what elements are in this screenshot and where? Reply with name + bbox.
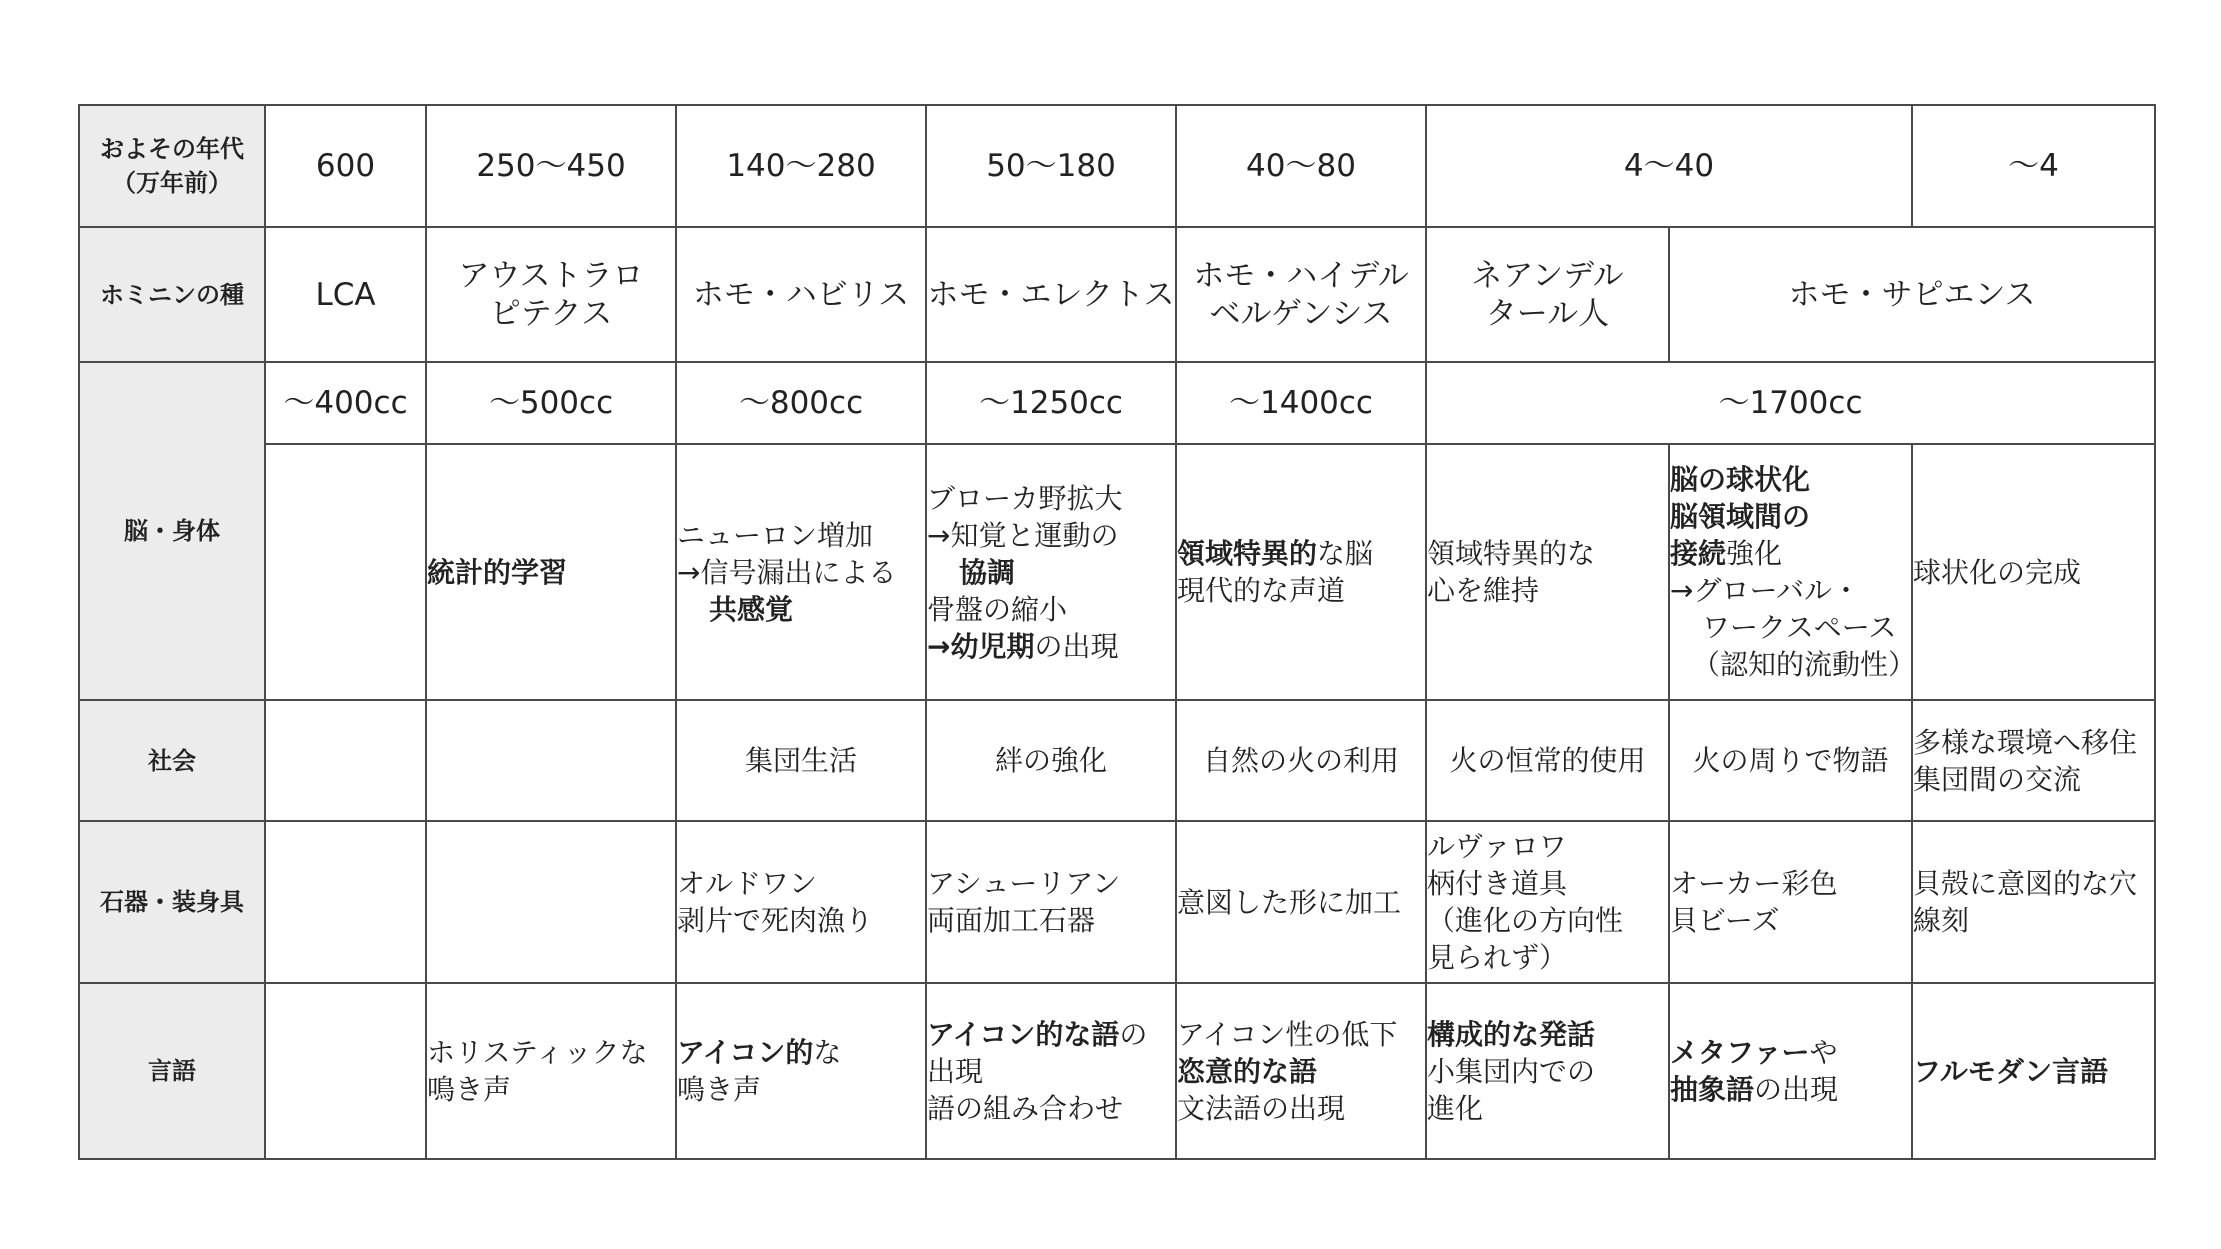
cc-austral: 〜500cc [426, 362, 676, 444]
species-heidel [1176, 227, 1426, 362]
brain-heidel-line1-rest: な脳 [1317, 537, 1374, 570]
language-sapiens1-line2 [1670, 1071, 1911, 1108]
species-erectus: ホモ・エレクトス [926, 227, 1176, 362]
tools-habilis-line1: オルドワン [677, 867, 818, 900]
language-heidel-line1: アイコン性の低下 [1177, 1017, 1398, 1051]
society-sapiens1: 火の周りで物語 [1669, 700, 1912, 821]
language-austral-line2: 鳴き声 [427, 1073, 512, 1106]
tools-erectus-line2: 両面加工石器 [927, 904, 1096, 937]
era-header-line2: （万年前） [112, 169, 232, 197]
language-erectus-line3: 語の組み合わせ [927, 1091, 1124, 1125]
species-austral-line2: ピテクス [489, 295, 613, 332]
tools-neander-line2: 柄付き道具 [1427, 867, 1568, 900]
brain-sapiens1 [1669, 444, 1917, 700]
species-heidel-line1: ホモ・ハイデル [1193, 257, 1409, 294]
language-heidel-line2 [1177, 1053, 1425, 1090]
language-erectus-line1-rest: の [1119, 1017, 1148, 1051]
language-heidel-line3: 文法語の出現 [1177, 1091, 1346, 1125]
language-habilis-line1 [677, 1034, 925, 1071]
society-header: 社会 [79, 700, 265, 821]
brain-row [79, 444, 2155, 700]
tools-heidel: 意図した形に加工 [1176, 821, 1426, 983]
species-sapiens: ホモ・サピエンス [1669, 227, 2155, 362]
society-lca [265, 700, 426, 821]
species-row [79, 227, 2155, 362]
brain-erectus-childhood: →幼児期 [927, 629, 1035, 663]
tools-neander-line3: （進化の方向性 [1427, 904, 1624, 937]
era-header [79, 105, 265, 227]
language-habilis [676, 983, 926, 1159]
brain-erectus-line5 [927, 628, 1175, 665]
tools-sapiens2 [1912, 821, 2155, 983]
era-header-line1: およその年代 [100, 135, 244, 163]
tools-habilis-line2: 剥片で死肉漁り [677, 904, 874, 937]
tools-erectus [926, 821, 1176, 983]
language-sapiens2 [1912, 983, 2155, 1159]
language-heidel-arbitrary-word: 恣意的な語 [1177, 1054, 1318, 1088]
language-habilis-iconic: アイコン的 [677, 1036, 814, 1069]
species-heidel-line2: ベルゲンシス [1209, 295, 1393, 332]
brain-habilis-line2: →信号漏出による [677, 555, 897, 589]
cc-heidel: 〜1400cc [1176, 362, 1426, 444]
tools-neander-line1: ルヴァロワ [1427, 830, 1567, 863]
cc-erectus: 〜1250cc [926, 362, 1176, 444]
language-sapiens1-line2-rest: の出現 [1754, 1073, 1839, 1106]
language-erectus-line1 [927, 1016, 1175, 1053]
society-sapiens2-line2: 集団間の交流 [1913, 762, 2082, 796]
brain-erectus-line4: 骨盤の縮小 [927, 592, 1068, 626]
cc-lca: 〜400cc [265, 362, 426, 444]
language-neander-line3: 進化 [1427, 1091, 1484, 1125]
tools-sapiens1 [1669, 821, 1912, 983]
era-lca: 600 [265, 105, 426, 227]
species-habilis: ホモ・ハビリス [676, 227, 926, 362]
brain-erectus-line3 [927, 554, 1175, 591]
brain-heidel-line1 [1177, 535, 1425, 572]
brain-lca [265, 444, 426, 700]
cc-neander-sapiens: 〜1700cc [1426, 362, 2155, 444]
brain-habilis-line3 [677, 591, 925, 628]
species-header: ホミニンの種 [79, 227, 265, 362]
species-austral [426, 227, 676, 362]
language-lca [265, 983, 426, 1159]
species-neander [1426, 227, 1669, 362]
brain-heidel [1176, 444, 1426, 700]
brain-habilis-line1: ニューロン増加 [677, 518, 874, 552]
brain-habilis-synesthesia: 共感覚 [709, 592, 794, 626]
brain-sapiens1-globularization: 脳の球状化 [1670, 463, 1811, 496]
era-neander-sapiens: 4〜40 [1426, 105, 1912, 227]
brain-neander-line2: 心を維持 [1427, 574, 1540, 607]
society-row [79, 700, 2155, 821]
tools-header: 石器・装身具 [79, 821, 265, 983]
era-austral: 250〜450 [426, 105, 676, 227]
society-erectus: 絆の強化 [926, 700, 1176, 821]
language-sapiens1-metaphor: メタファー [1670, 1036, 1810, 1069]
language-erectus [926, 983, 1176, 1159]
language-austral-line1: ホリスティックな [427, 1036, 648, 1069]
brain-sapiens1-line4: →グローバル・ [1670, 574, 1861, 607]
language-erectus-line2: 出現 [927, 1054, 984, 1088]
tools-austral [426, 821, 676, 983]
brain-neander [1426, 444, 1669, 700]
tools-sapiens2-line2: 線刻 [1913, 904, 1970, 937]
tools-sapiens1-line1: オーカー彩色 [1670, 867, 1838, 900]
language-sapiens2-full-modern: フルモダン言語 [1913, 1054, 2109, 1088]
species-neander-line2: タール人 [1485, 295, 1610, 332]
brain-sapiens1-connection: 接続 [1670, 537, 1727, 570]
brain-heidel-line2: 現代的な声道 [1177, 574, 1346, 607]
language-habilis-line2: 鳴き声 [677, 1073, 762, 1106]
language-neander-line1 [1427, 1016, 1668, 1053]
tools-neander [1426, 821, 1669, 983]
tools-erectus-line1: アシューリアン [927, 867, 1121, 900]
brain-sapiens1-line5: ワークスペース [1702, 611, 1897, 644]
brain-erectus-line2: →知覚と運動の [927, 518, 1119, 552]
language-row [79, 983, 2155, 1159]
language-neander [1426, 983, 1669, 1159]
brain-neander-line1: 領域特異的な [1427, 537, 1596, 570]
brain-erectus-coordination: 協調 [959, 555, 1016, 589]
society-austral [426, 700, 676, 821]
language-heidel [1176, 983, 1426, 1159]
society-heidel: 自然の火の利用 [1176, 700, 1426, 821]
society-habilis: 集団生活 [676, 700, 926, 821]
cc-habilis: 〜800cc [676, 362, 926, 444]
brain-sapiens2: 球状化の完成 [1912, 444, 2155, 700]
brain-erectus [926, 444, 1176, 700]
era-row [79, 105, 2155, 227]
tools-sapiens2-line1: 貝殻に意図的な穴 [1913, 867, 2138, 900]
tools-lca [265, 821, 426, 983]
language-austral [426, 983, 676, 1159]
era-habilis: 140〜280 [676, 105, 926, 227]
brain-sapiens1-line1 [1670, 461, 1911, 498]
tools-sapiens1-line2: 貝ビーズ [1670, 904, 1780, 937]
language-sapiens1-abstract-word: 抽象語 [1670, 1073, 1755, 1106]
society-sapiens2 [1912, 700, 2155, 821]
brain-sapiens1-line3 [1670, 535, 1911, 572]
cc-row [79, 362, 2155, 444]
brain-body-header: 脳・身体 [79, 362, 265, 700]
language-sapiens1-line1-rest: や [1809, 1036, 1838, 1069]
brain-sapiens1-interregion: 脳領域間の [1670, 500, 1811, 533]
brain-austral-text: 統計的学習 [427, 555, 568, 589]
brain-sapiens1-line3-rest: 強化 [1726, 537, 1783, 570]
era-latest: 〜4 [1912, 105, 2155, 227]
language-header: 言語 [79, 983, 265, 1159]
language-sapiens1-line1 [1670, 1034, 1911, 1071]
tools-row [79, 821, 2155, 983]
species-neander-line1: ネアンデル [1471, 257, 1624, 294]
brain-erectus-line5-rest: の出現 [1034, 629, 1119, 663]
species-austral-line1: アウストラロ [458, 257, 644, 294]
society-sapiens2-line1: 多様な環境へ移住 [1913, 725, 2138, 759]
language-sapiens1 [1669, 983, 1912, 1159]
era-heidel: 40〜80 [1176, 105, 1426, 227]
language-habilis-line1-rest: な [813, 1036, 842, 1069]
hominin-evolution-table [78, 104, 2156, 1160]
tools-neander-line4: 見られず） [1427, 941, 1568, 974]
language-neander-line2: 小集団内での [1427, 1054, 1596, 1088]
society-neander: 火の恒常的使用 [1426, 700, 1669, 821]
brain-erectus-line1: ブローカ野拡大 [927, 481, 1123, 515]
brain-sapiens1-line2 [1670, 498, 1911, 535]
brain-habilis [676, 444, 926, 700]
brain-austral [426, 444, 676, 700]
brain-heidel-domain-specific: 領域特異的 [1177, 537, 1318, 570]
language-neander-compositional: 構成的な発話 [1427, 1017, 1596, 1051]
brain-sapiens1-line6: （認知的流動性） [1692, 648, 1917, 681]
species-lca: LCA [265, 227, 426, 362]
tools-habilis [676, 821, 926, 983]
era-erectus: 50〜180 [926, 105, 1176, 227]
language-erectus-iconic-word: アイコン的な語 [927, 1017, 1120, 1051]
